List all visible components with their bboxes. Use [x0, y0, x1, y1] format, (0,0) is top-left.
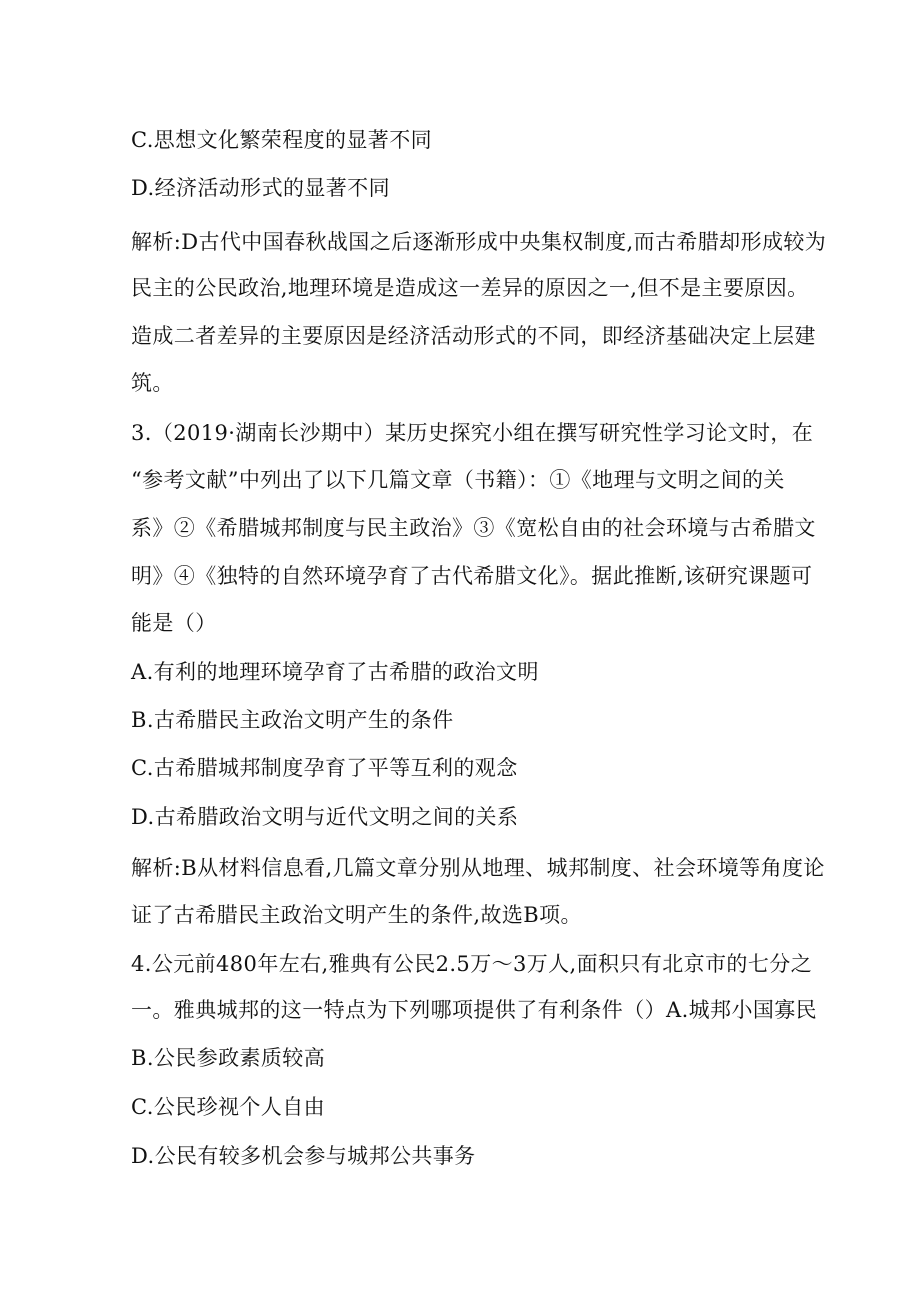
question-4-line2: 一。雅典城邦的这一特点为下列哪项提供了有利条件（）A.城邦小国寡民	[131, 998, 818, 1022]
option-d-q2: D.经济活动形式的显著不同	[131, 176, 390, 200]
option-d-q3: D.古希腊政治文明与近代文明之间的关系	[131, 805, 519, 829]
question-3-line3: 系》②《希腊城邦制度与民主政治》③《宽松自由的社会环境与古希腊文	[131, 516, 816, 540]
option-a-q3: A.有利的地理环境孕育了古希腊的政治文明	[131, 660, 539, 684]
option-b-q4: B.公民参政素质较高	[131, 1046, 326, 1070]
explanation-q2-line2: 民主的公民政治,地理环境是造成这一差异的原因之一,但不是主要原因。	[131, 276, 809, 300]
explanation-q2-line1: 解析:D古代中国春秋战国之后逐渐形成中央集权制度,而古希腊却形成较为	[131, 230, 827, 254]
question-3-line4: 明》④《独特的自然环境孕育了古代希腊文化》。据此推断,该研究课题可	[131, 564, 813, 588]
question-4-line1: 4.公元前480年左右,雅典有公民2.5万～3万人,面积只有北京市的七分之	[131, 952, 813, 976]
explanation-q3-line2: 证了古希腊民主政治文明产生的条件,故选B项。	[131, 903, 582, 927]
option-b-q3: B.古希腊民主政治文明产生的条件	[131, 708, 454, 732]
option-c-q2: C.思想文化繁荣程度的显著不同	[131, 128, 432, 152]
explanation-q2-line3: 造成二者差异的主要原因是经济活动形式的不同，即经济基础决定上层建	[131, 324, 816, 348]
option-c-q4: C.公民珍视个人自由	[131, 1095, 325, 1119]
question-3-line2: “参考文献”中列出了以下几篇文章（书籍）：①《地理与文明之间的关	[131, 468, 785, 492]
option-c-q3: C.古希腊城邦制度孕育了平等互利的观念	[131, 756, 518, 780]
question-3-line1: 3.（2019·湖南长沙期中）某历史探究小组在撰写研究性学习论文时，在	[131, 421, 814, 445]
explanation-q2-line4: 筑。	[131, 371, 174, 395]
option-d-q4: D.公民有较多机会参与城邦公共事务	[131, 1144, 476, 1168]
explanation-q3-line1: 解析:B从材料信息看,几篇文章分别从地理、城邦制度、社会环境等角度论	[131, 856, 825, 880]
question-3-line5: 能是（）	[131, 611, 217, 635]
